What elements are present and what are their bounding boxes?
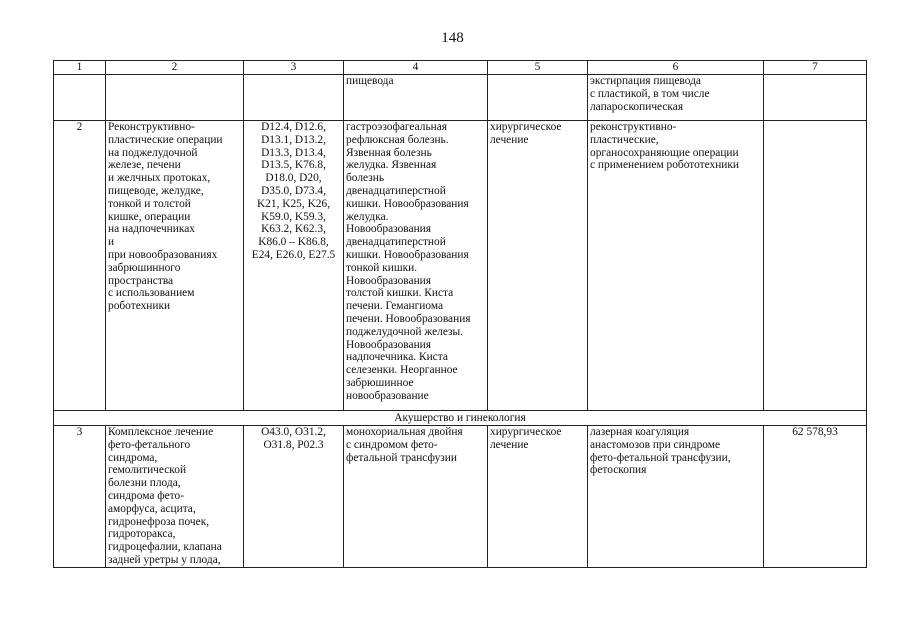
page-number: 148 [441, 30, 464, 46]
treatment-method: лазерная коагуляция анастомозов при синдроме фето-фетальной трансфузии, фетоскопия [588, 426, 764, 568]
intervention-name: Комплексное лечение фето-фетального синдрома, гемолитической болезни плода, синдрома фето- аморфуса, асцита, гидронефроза почек, гидроторакса, гидроцефалии, клапана задней уретры у плода, [106, 426, 244, 568]
header-row [54, 61, 867, 75]
column-header: 6 [588, 61, 764, 75]
treatment-method: экстирпация пищевода с пластикой, в том числе лапароскопическая [588, 75, 764, 121]
column-header: 3 [244, 61, 344, 75]
table-row [54, 426, 867, 568]
column-header: 5 [488, 61, 588, 75]
row-number [54, 75, 106, 121]
table-row [54, 121, 867, 411]
section-title: Акушерство и гинекология [54, 411, 867, 426]
treatment-type [488, 75, 588, 121]
icd-codes: D12.4, D12.6, D13.1, D13.2, D13.3, D13.4, D13.5, K76.8, D18.0, D20, D35.0, D73.4, K21, K25, K26, K59.0, K59.3, K63.2, K62.3, K86.0 – K86.8, E24, E26.0, E27.5 [244, 121, 344, 411]
section-row [54, 411, 867, 426]
patient-model: монохориальная двойня с синдромом фето- фетальной трансфузии [344, 426, 488, 568]
patient-model: гастроэзофагеальная рефлюксная болезнь. Язвенная болезнь желудка. Язвенная болезнь двенадцатиперстной кишки. Новообразования желудка. Новообразования двенадцатиперстной кишки. Новообразования тонкой кишки. Новообразования толстой кишки. Киста печени. Гемангиома печени. Новообразования поджелудочной железы. Новообразования надпочечника. Киста селезенки. Неорганное забрюшинное новообразование [344, 121, 488, 411]
price: 62 578,93 [764, 426, 867, 568]
table-row [54, 75, 867, 121]
price [764, 75, 867, 121]
treatment-type: хирургическое лечение [488, 121, 588, 411]
treatment-type: хирургическое лечение [488, 426, 588, 568]
row-number: 2 [54, 121, 106, 411]
icd-codes: O43.0, O31.2, O31.8, P02.3 [244, 426, 344, 568]
services-table [53, 60, 867, 568]
column-header: 1 [54, 61, 106, 75]
price [764, 121, 867, 411]
icd-codes [244, 75, 344, 121]
row-number: 3 [54, 426, 106, 568]
intervention-name [106, 75, 244, 121]
patient-model: пищевода [344, 75, 488, 121]
column-header: 2 [106, 61, 244, 75]
intervention-name: Реконструктивно- пластические операции на поджелудочной железе, печени и желчных протоках, пищеводе, желудке, тонкой и толстой кишке, операции на надпочечниках и при новообразованиях забрюшинного пространства с использованием роботехники [106, 121, 244, 411]
column-header: 7 [764, 61, 867, 75]
column-header: 4 [344, 61, 488, 75]
treatment-method: реконструктивно- пластические, органосохраняющие операции с применением робототехники [588, 121, 764, 411]
